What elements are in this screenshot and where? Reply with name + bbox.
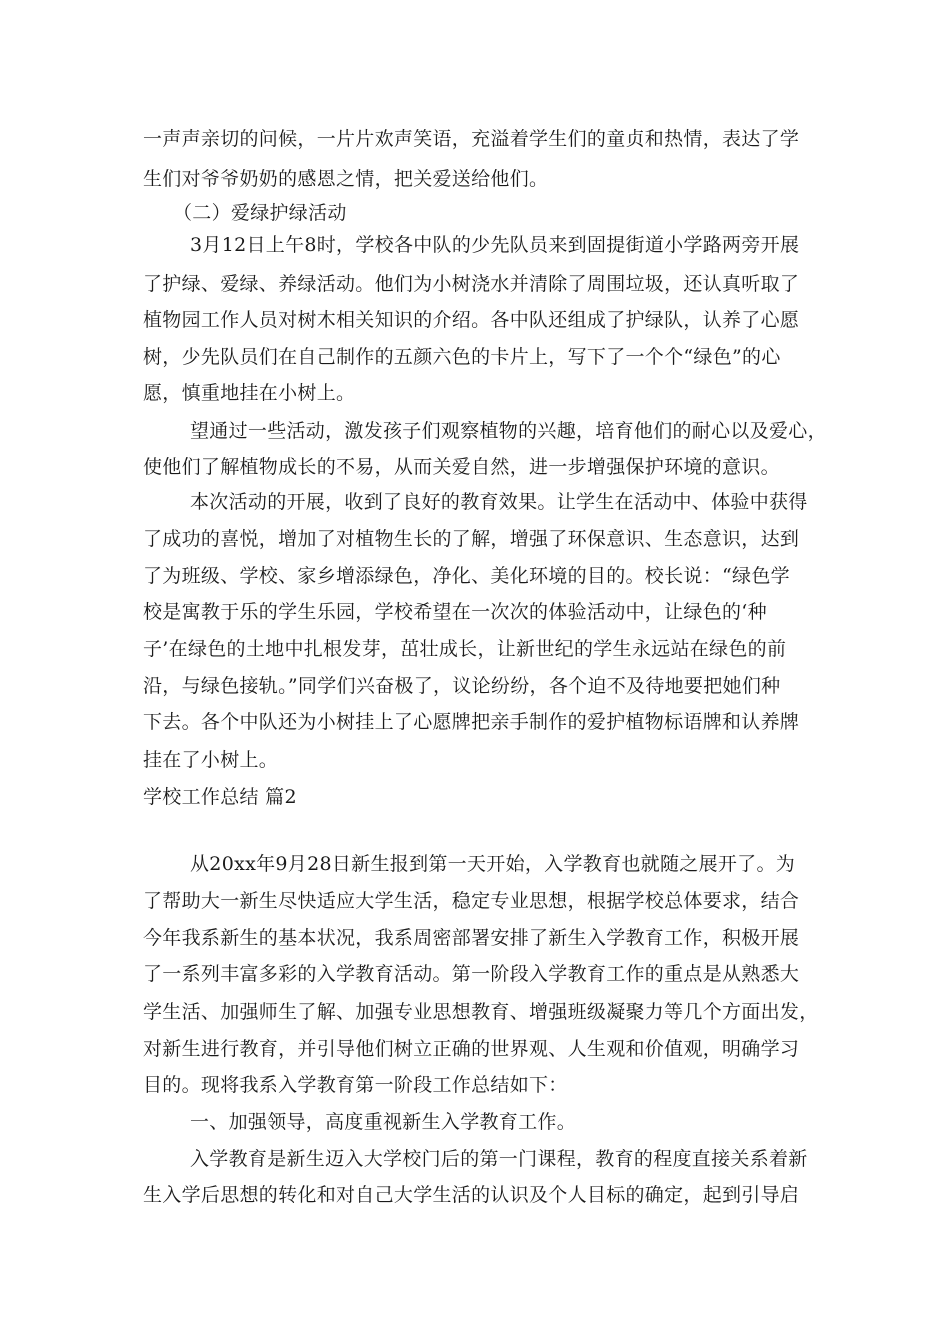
text-line: 一声声亲切的问候，一片片欢声笑语，充溢着学生们的童贞和热情，表达了学 [143,128,800,150]
text-line: 本次活动的开展，收到了良好的教育效果。让学生在活动中、体验中获得 [190,491,808,513]
section-heading: 一、加强领导，高度重视新生入学教育工作。 [190,1111,577,1133]
text-line: 对新生进行教育，并引导他们树立正确的世界观、人生观和价值观，明确学习 [143,1038,800,1060]
text-line: 生入学后思想的转化和对自己大学生活的认识及个人目标的确定，起到引导启 [143,1184,800,1206]
section-heading: （二）爱绿护绿活动 [173,202,347,224]
text-line: 树，少先队员们在自己制作的五颜六色的卡片上，写下了一个个“绿色”的心 [143,346,781,368]
text-line: 学生活、加强师生了解、加强专业思想教育、增强班级凝聚力等几个方面出发， [143,1001,819,1023]
text-line: 从20xx年9月28日新生报到第一天开始，入学教育也就随之展开了。为 [190,853,796,875]
text-line: 愿，慎重地挂在小树上。 [143,382,356,404]
text-line: 挂在了小树上。 [143,749,279,771]
text-line: 校是寓教于乐的学生乐园，学校希望在一次次的体验活动中，让绿色的‘种 [143,601,767,623]
section-title: 学校工作总结 篇2 [143,786,297,808]
text-line: 了为班级、学校、家乡增添绿色，净化、美化环境的目的。校长说：“绿色学 [143,565,790,587]
text-line: 了成功的喜悦，增加了对植物生长的了解，增强了环保意识、生态意识，达到 [143,528,800,550]
text-line: 了护绿、爱绿、养绿活动。他们为小树浇水并清除了周围垃圾，还认真听取了 [143,273,800,295]
text-line: 入学教育是新生迈入大学校门后的第一门课程，教育的程度直接关系着新 [190,1148,808,1170]
text-line: 下去。各个中队还为小树挂上了心愿牌把亲手制作的爱护植物标语牌和认养牌 [143,711,800,733]
text-line: 植物园工作人员对树木相关知识的介绍。各中队还组成了护绿队，认养了心愿 [143,309,800,331]
text-line: 望通过一些活动，激发孩子们观察植物的兴趣，培育他们的耐心以及爱心， [190,420,827,442]
text-line: 了帮助大一新生尽快适应大学生活，稳定专业思想，根据学校总体要求，结合 [143,890,800,912]
text-line: 生们对爷爷奶奶的感恩之情，把关爱送给他们。 [143,168,549,190]
text-line: 今年我系新生的基本状况，我系周密部署安排了新生入学教育工作，积极开展 [143,927,800,949]
text-line: 了一系列丰富多彩的入学教育活动。第一阶段入学教育工作的重点是从熟悉大 [143,963,800,985]
text-line: 目的。现将我系入学教育第一阶段工作总结如下： [143,1074,568,1096]
text-line: 使他们了解植物成长的不易，从而关爱自然，进一步增强保护环境的意识。 [143,456,780,478]
text-line: 沿，与绿色接轨。”同学们兴奋极了，议论纷纷，各个迫不及待地要把她们种 [143,675,781,697]
text-line: 3月12日上午8时，学校各中队的少先队员来到固提街道小学路两旁开展 [190,234,800,256]
text-line: 子’在绿色的土地中扎根发芽，茁壮成长，让新世纪的学生永远站在绿色的前 [143,638,787,660]
